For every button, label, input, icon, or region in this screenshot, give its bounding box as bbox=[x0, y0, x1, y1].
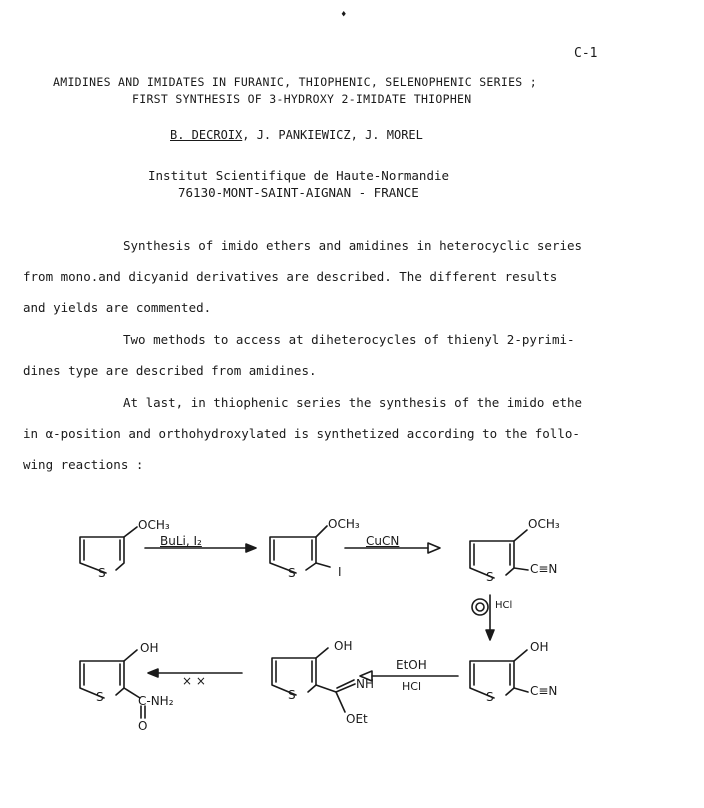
reagent-1: BuLi, I₂ bbox=[160, 534, 202, 548]
para3-line-1: At last, in thiophenic series the synthesis of the imido ethe bbox=[123, 395, 583, 410]
affiliation-line-2: 76130-MONT-SAINT-AIGNAN - FRANCE bbox=[178, 185, 419, 200]
s-label-3: S bbox=[486, 570, 494, 584]
s-label-1: S bbox=[98, 566, 106, 580]
nitrile-label-2: C≡N bbox=[530, 684, 558, 698]
thiophene-5-ring bbox=[272, 648, 355, 712]
hydroxy-label-4: OH bbox=[530, 640, 549, 654]
para3-line-2: in α-position and orthohydroxylated is synthetized according to the follo- bbox=[23, 426, 580, 441]
imidate-oet-label: OEt bbox=[346, 712, 368, 726]
hydroxy-label-5: OH bbox=[334, 639, 353, 653]
para1-line-2: from mono.and dicyanid derivatives are described. The different results bbox=[23, 269, 558, 284]
title-line-2: FIRST SYNTHESIS OF 3-HYDROXY 2-IMIDATE THIOPHEN bbox=[132, 92, 472, 106]
reagent-2: CuCN bbox=[366, 534, 400, 548]
methoxy-label-1: OCH₃ bbox=[138, 518, 170, 532]
reagent-3: HCl bbox=[495, 600, 513, 611]
thiophene-2-ring bbox=[270, 526, 330, 573]
hydroxy-label-6: OH bbox=[140, 641, 159, 655]
amide-group-label: C-NH₂ bbox=[138, 694, 174, 708]
page-number: C-1 bbox=[574, 46, 598, 61]
amide-oxygen-label: O bbox=[138, 719, 148, 733]
author-first: B. DECROIX bbox=[170, 128, 243, 142]
reagent-4b: HCl bbox=[402, 680, 422, 693]
s-label-6: S bbox=[96, 690, 104, 704]
thiophene-3-ring bbox=[470, 530, 528, 578]
affiliation-line-1: Institut Scientifique de Haute-Normandie bbox=[148, 168, 450, 183]
arrow-3-down bbox=[472, 595, 494, 640]
para2-line-2: dines type are described from amidines. bbox=[23, 363, 317, 378]
reagent-4a: EtOH bbox=[396, 658, 427, 672]
thiophene-4-ring bbox=[470, 650, 528, 698]
iodo-label: I bbox=[338, 565, 342, 579]
para3-line-3: wing reactions : bbox=[23, 457, 144, 472]
nitrile-label-1: C≡N bbox=[530, 562, 558, 576]
thiophene-6-ring bbox=[80, 650, 145, 718]
imidate-nh-label: NH bbox=[356, 677, 374, 691]
para2-line-1: Two methods to access at diheterocycles of thienyl 2-pyrimi- bbox=[123, 332, 575, 347]
author-rest: , J. PANKIEWICZ, J. MOREL bbox=[242, 128, 423, 142]
methoxy-label-3: OCH₃ bbox=[528, 517, 560, 531]
top-dot: ♦ bbox=[341, 10, 347, 20]
methoxy-label-2: OCH₃ bbox=[328, 517, 360, 531]
para1-line-3: and yields are commented. bbox=[23, 300, 212, 315]
s-label-4: S bbox=[486, 690, 494, 704]
s-label-2: S bbox=[288, 566, 296, 580]
para1-line-1: Synthesis of imido ethers and amidines in heterocyclic series bbox=[123, 238, 583, 253]
blocked-marks: × × bbox=[182, 674, 206, 688]
s-label-5: S bbox=[288, 688, 296, 702]
thiophene-1-ring bbox=[80, 527, 137, 573]
title-line-1: AMIDINES AND IMIDATES IN FURANIC, THIOPHENIC, SELENOPHENIC SERIES ; bbox=[53, 75, 537, 89]
